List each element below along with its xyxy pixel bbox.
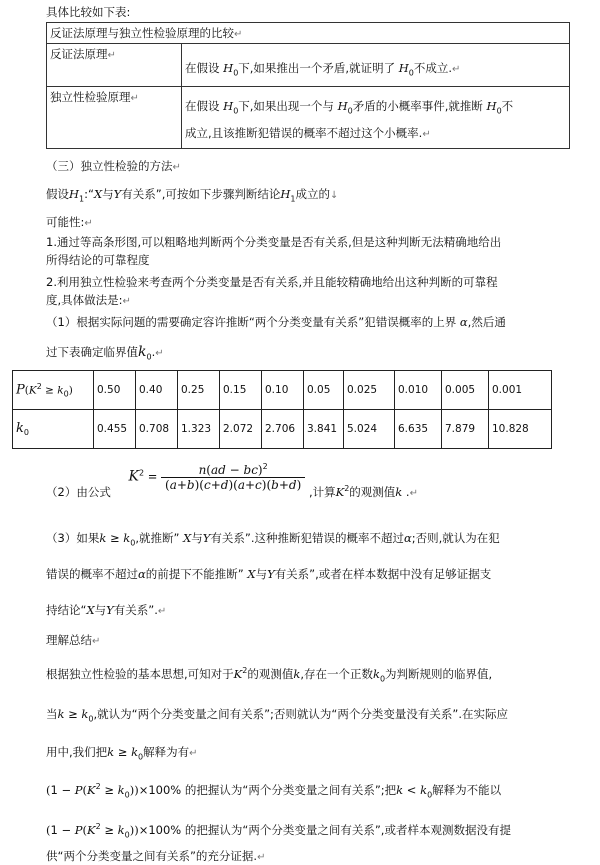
step2-formula-line: （2）由公式 $K^2$ = $\frac{n(ad - bc)^2}{(a+b)(c+d)(a+c)(b+d)}$ ,计算$K^2$的观测值k .↵ [46,462,418,499]
row-content: 在假设 $H_0$下,如果推出一个矛盾,就证明了 $H_0$不成立.↵ [182,44,570,87]
step3-line2: 错误的概率不超过α的前提下不能推断” X与Y有关系”,或者在样本数据中没有足够证据支 [46,567,492,581]
p-cell: 0.25 [178,371,220,410]
p-cell: 0.005 [442,371,489,410]
possibility-label: 可能性:↵ [46,215,93,229]
step3-line3: 持结论“X与Y有关系”.↵ [46,603,167,617]
p-cell: 0.15 [220,371,262,410]
k-cell: 5.024 [344,410,395,449]
summary-line5: $(1 - P(K^2 \ge k_0))\times 100\%$ 的把握认为“两个分类变量之间有关系”,或者样本观测数据没有提 [46,822,511,840]
k-cell: 6.635 [395,410,442,449]
chi-square-formula: $K^2$ = $\frac{n(ad - bc)^2}{(a+b)(c+d)(a+c)(b+d)}$ [128,462,305,492]
row-content: 在假设 $H_0$下,如果出现一个与 $H_0$矛盾的小概率事件,就推断 $H_0$不 成立,且该推断犯错误的概率不超过这个小概率.↵ [182,87,570,149]
summary-line6: 供“两个分类变量之间有关系”的充分证据.↵ [46,849,266,863]
summary-line2: 当$k \ge k_0$,就认为“两个分类变量之间有关系”;否则就认为“两个分类变量没有关系”.在实际应 [46,707,508,724]
k-cell: 3.841 [304,410,344,449]
item1-line2: 所得结论的可靠程度 [46,253,150,267]
k-cell: 0.708 [136,410,178,449]
k-cell: 10.828 [489,410,552,449]
k-cell: 2.072 [220,410,262,449]
assumption-line: 假设$H_1:“X$与Y有关系”,可按如下步骤判断结论$H_1$成立的↓ [46,187,339,204]
item1-line1: 1.通过等高条形图,可以粗略地判断两个分类变量是否有关系,但是这种判断无法精确地给出 [46,235,502,249]
k-cell: 1.323 [178,410,220,449]
summary-line4: $(1 - P(K^2 \ge k_0))\times 100\%$ 的把握认为“两个分类变量之间有关系”;把$k < k_0$解释为不能以 [46,782,502,800]
table-row [47,87,570,149]
summary-line1: 根据独立性检验的基本思想,可知对于$K^2$的观测值k,存在一个正数$k_0$为判断规则的临界值, [46,666,493,684]
section-heading: （三）独立性检验的方法↵ [46,159,181,173]
table-row [13,410,552,449]
summary-heading: 理解总结↵ [46,633,101,647]
k-row-header: $k_0$ [13,410,94,449]
step3-line1: （3）如果$k \ge k_0$,就推断” X与Y有关系”.这种推断犯错误的概率不超过α;否则,就认为在犯 [46,531,500,548]
row-label: 独立性检验原理↵ [47,87,182,149]
k-cell: 0.455 [94,410,136,449]
k-cell: 7.879 [442,410,489,449]
step1-line1: （1）根据实际问题的需要确定容许推断“两个分类变量有关系”犯错误概率的上界 α,然后通 [46,315,506,329]
p-cell: 0.40 [136,371,178,410]
row-label: 反证法原理↵ [47,44,182,87]
p-cell: 0.010 [395,371,442,410]
table-row [47,23,570,44]
table-row [13,371,552,410]
item2-line1: 2.利用独立性检验来考查两个分类变量是否有关系,并且能较精确地给出这种判断的可靠程 [46,275,498,289]
p-cell: 0.05 [304,371,344,410]
comparison-table [46,22,570,149]
k-cell: 2.706 [262,410,304,449]
summary-line3: 用中,我们把$k \ge k_0$解释为有↵ [46,745,198,762]
table-title: 反证法原理与独立性检验原理的比较↵ [47,23,570,44]
critical-value-table [12,370,552,449]
step1-line2: 过下表确定临界值$k_0.↵$ [46,344,164,362]
p-cell: 0.001 [489,371,552,410]
p-cell: 0.10 [262,371,304,410]
intro-text: 具体比较如下表: [46,5,131,19]
item2-line2: 度,具体做法是:↵ [46,293,131,307]
p-row-header: $P(K^2 \ge k_0)$ [13,371,94,410]
p-cell: 0.025 [344,371,395,410]
table-row [47,44,570,87]
p-cell: 0.50 [94,371,136,410]
